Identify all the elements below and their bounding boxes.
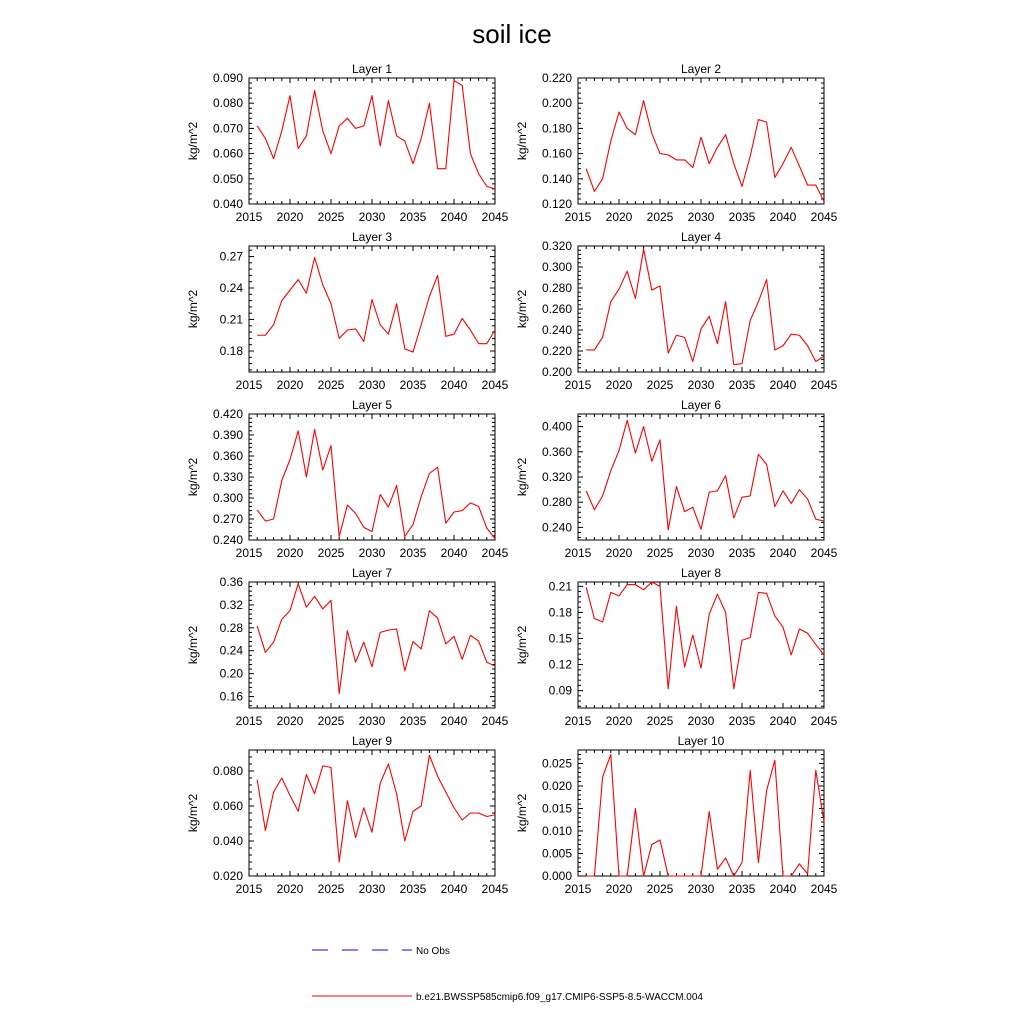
panel-layer-3: [186, 230, 509, 392]
plot-frame: [249, 582, 495, 708]
y-axis-label: kg/m^2: [186, 121, 200, 161]
y-tick-label: 0.200: [541, 96, 572, 111]
y-tick-label: 0.260: [541, 302, 572, 316]
x-tick-label: 2035: [728, 882, 756, 896]
x-tick-label: 2045: [810, 546, 838, 560]
y-tick-label: 0.300: [541, 260, 572, 274]
x-tick-label: 2025: [317, 882, 345, 896]
y-tick-label: 0.21: [548, 579, 572, 594]
figure-title: soil ice: [472, 19, 552, 49]
y-axis-label: kg/m^2: [186, 289, 200, 329]
x-tick-label: 2030: [687, 210, 715, 224]
x-tick-label: 2020: [605, 546, 633, 560]
y-tick-label: 0.09: [548, 683, 572, 698]
x-tick-label: 2025: [646, 882, 674, 896]
y-tick-label: 0.12: [548, 657, 572, 672]
x-tick-label: 2020: [276, 210, 304, 224]
x-tick-label: 2025: [317, 714, 345, 728]
y-axis-label: kg/m^2: [515, 289, 529, 329]
y-tick-label: 0.18: [219, 344, 243, 358]
y-tick-label: 0.360: [212, 449, 243, 463]
x-tick-label: 2035: [399, 714, 427, 728]
y-tick-label: 0.080: [212, 764, 243, 778]
panel-title: Layer 6: [680, 398, 722, 412]
x-tick-label: 2025: [646, 714, 674, 728]
panel-layer-6: [515, 398, 838, 560]
x-tick-label: 2025: [646, 378, 674, 392]
y-tick-label: 0.32: [219, 597, 243, 612]
y-axis-label: kg/m^2: [515, 793, 529, 833]
x-tick-label: 2030: [358, 378, 386, 392]
x-tick-label: 2020: [276, 882, 304, 896]
x-tick-label: 2025: [646, 546, 674, 560]
x-tick-label: 2030: [358, 210, 386, 224]
y-tick-label: 0.24: [219, 643, 243, 658]
y-tick-label: 0.070: [212, 121, 243, 136]
x-tick-label: 2035: [399, 210, 427, 224]
y-tick-label: 0.21: [219, 312, 243, 327]
y-tick-label: 0.15: [548, 631, 572, 646]
y-tick-label: 0.27: [219, 249, 243, 264]
panel-title: Layer 5: [351, 398, 393, 412]
plot-frame: [578, 582, 824, 708]
x-tick-label: 2040: [769, 882, 797, 896]
panel-title: Layer 3: [351, 230, 393, 244]
x-tick-label: 2015: [235, 210, 263, 224]
y-axis-label: kg/m^2: [186, 457, 200, 497]
y-tick-label: 0.025: [541, 756, 572, 771]
x-tick-label: 2015: [564, 882, 592, 896]
y-tick-label: 0.160: [541, 146, 572, 161]
x-tick-label: 2035: [728, 546, 756, 560]
x-tick-label: 2045: [810, 210, 838, 224]
x-tick-label: 2015: [235, 714, 263, 728]
x-tick-label: 2030: [358, 714, 386, 728]
y-tick-label: 0.010: [541, 824, 572, 838]
x-tick-label: 2045: [810, 714, 838, 728]
x-tick-label: 2030: [687, 882, 715, 896]
y-tick-label: 0.240: [212, 533, 243, 547]
panel-title: Layer 8: [680, 566, 722, 580]
y-tick-label: 0.040: [212, 834, 243, 848]
y-tick-label: 0.280: [541, 281, 572, 295]
series-line: [586, 101, 824, 202]
y-tick-label: 0.24: [219, 281, 243, 295]
y-tick-label: 0.120: [541, 197, 572, 211]
panel-title: Layer 4: [680, 230, 722, 244]
x-tick-label: 2020: [276, 714, 304, 728]
plot-frame: [578, 246, 824, 372]
y-tick-label: 0.36: [219, 575, 243, 589]
x-tick-label: 2035: [728, 210, 756, 224]
x-tick-label: 2045: [481, 210, 509, 224]
x-tick-label: 2030: [687, 714, 715, 728]
plot-frame: [578, 414, 824, 540]
panel-layer-10: [515, 734, 838, 896]
y-tick-label: 0.050: [212, 171, 243, 186]
y-tick-label: 0.400: [541, 419, 572, 434]
x-tick-label: 2035: [399, 882, 427, 896]
x-tick-label: 2040: [440, 210, 468, 224]
x-tick-label: 2015: [564, 378, 592, 392]
y-tick-label: 0.000: [541, 869, 572, 883]
legend-no-obs-label: No Obs: [416, 946, 450, 957]
x-tick-label: 2020: [276, 546, 304, 560]
panel-layer-1: [186, 62, 509, 224]
series-line: [257, 429, 495, 538]
plot-frame: [249, 246, 495, 372]
x-tick-label: 2035: [399, 546, 427, 560]
x-tick-label: 2040: [769, 546, 797, 560]
x-tick-label: 2015: [564, 210, 592, 224]
y-tick-label: 0.080: [212, 96, 243, 111]
plot-frame: [249, 414, 495, 540]
y-tick-label: 0.16: [219, 689, 243, 704]
x-tick-label: 2030: [687, 546, 715, 560]
legend-model-label: b.e21.BWSSP585cmip6.f09_g17.CMIP6-SSP5-8.5-WACCM.004: [416, 992, 703, 1003]
y-tick-label: 0.390: [212, 428, 243, 442]
x-tick-label: 2025: [317, 210, 345, 224]
y-tick-label: 0.005: [541, 846, 572, 861]
y-tick-label: 0.220: [541, 344, 572, 358]
x-tick-label: 2045: [810, 378, 838, 392]
x-tick-label: 2045: [481, 882, 509, 896]
x-tick-label: 2025: [646, 210, 674, 224]
x-tick-label: 2045: [481, 714, 509, 728]
series-line: [586, 420, 824, 530]
y-tick-label: 0.180: [541, 121, 572, 136]
x-tick-label: 2040: [769, 210, 797, 224]
y-tick-label: 0.20: [219, 666, 243, 681]
y-tick-label: 0.015: [541, 801, 572, 816]
x-tick-label: 2020: [605, 210, 633, 224]
panel-title: Layer 2: [680, 62, 722, 76]
panel-layer-9: [186, 734, 509, 896]
y-tick-label: 0.420: [212, 407, 243, 421]
y-tick-label: 0.320: [541, 470, 572, 484]
panels-container: [186, 62, 838, 896]
x-tick-label: 2020: [276, 378, 304, 392]
y-tick-label: 0.220: [541, 71, 572, 85]
series-line: [586, 755, 824, 877]
series-line: [257, 258, 495, 353]
y-tick-label: 0.060: [212, 799, 243, 813]
y-tick-label: 0.090: [212, 71, 243, 85]
series-line: [586, 249, 824, 365]
y-tick-label: 0.300: [212, 491, 243, 505]
plot-frame: [578, 78, 824, 204]
y-tick-label: 0.140: [541, 171, 572, 186]
panel-title: Layer 7: [351, 566, 393, 580]
y-axis-label: kg/m^2: [515, 457, 529, 497]
y-tick-label: 0.280: [541, 495, 572, 510]
x-tick-label: 2045: [810, 882, 838, 896]
x-tick-label: 2030: [687, 378, 715, 392]
x-tick-label: 2040: [440, 714, 468, 728]
x-tick-label: 2035: [399, 378, 427, 392]
series-line: [257, 584, 495, 694]
y-tick-label: 0.330: [212, 470, 243, 484]
x-tick-label: 2045: [481, 378, 509, 392]
panel-title: Layer 10: [677, 734, 725, 748]
y-tick-label: 0.28: [219, 620, 243, 635]
y-tick-label: 0.020: [212, 869, 243, 883]
x-tick-label: 2015: [564, 714, 592, 728]
series-line: [586, 582, 824, 689]
panel-layer-8: [515, 566, 838, 728]
x-tick-label: 2020: [605, 714, 633, 728]
y-tick-label: 0.060: [212, 146, 243, 161]
y-tick-label: 0.040: [212, 197, 243, 211]
y-tick-label: 0.200: [541, 365, 572, 379]
y-tick-label: 0.240: [541, 520, 572, 535]
x-tick-label: 2040: [440, 546, 468, 560]
y-tick-label: 0.240: [541, 323, 572, 337]
x-tick-label: 2015: [235, 546, 263, 560]
y-tick-label: 0.270: [212, 512, 243, 526]
x-tick-label: 2040: [769, 714, 797, 728]
y-axis-label: kg/m^2: [515, 121, 529, 161]
x-tick-label: 2015: [235, 882, 263, 896]
y-axis-label: kg/m^2: [186, 625, 200, 665]
x-tick-label: 2040: [440, 882, 468, 896]
x-tick-label: 2040: [440, 378, 468, 392]
x-tick-label: 2020: [605, 882, 633, 896]
y-axis-label: kg/m^2: [186, 793, 200, 833]
x-tick-label: 2035: [728, 378, 756, 392]
x-tick-label: 2030: [358, 882, 386, 896]
x-tick-label: 2045: [481, 546, 509, 560]
x-tick-label: 2015: [564, 546, 592, 560]
series-line: [257, 755, 495, 862]
y-tick-label: 0.18: [548, 605, 572, 620]
panel-title: Layer 9: [351, 734, 393, 748]
y-tick-label: 0.320: [541, 239, 572, 253]
x-tick-label: 2035: [728, 714, 756, 728]
series-line: [257, 81, 495, 189]
panel-layer-5: [186, 398, 509, 560]
x-tick-label: 2015: [235, 378, 263, 392]
panel-layer-4: [515, 230, 838, 392]
y-tick-label: 0.360: [541, 444, 572, 459]
y-axis-label: kg/m^2: [515, 625, 529, 665]
panel-layer-2: [515, 62, 838, 224]
legend: [312, 946, 703, 1003]
x-tick-label: 2030: [358, 546, 386, 560]
panel-layer-7: [186, 566, 509, 728]
y-tick-label: 0.020: [541, 779, 572, 793]
x-tick-label: 2025: [317, 378, 345, 392]
x-tick-label: 2020: [605, 378, 633, 392]
x-tick-label: 2040: [769, 378, 797, 392]
panel-title: Layer 1: [351, 62, 393, 76]
x-tick-label: 2025: [317, 546, 345, 560]
